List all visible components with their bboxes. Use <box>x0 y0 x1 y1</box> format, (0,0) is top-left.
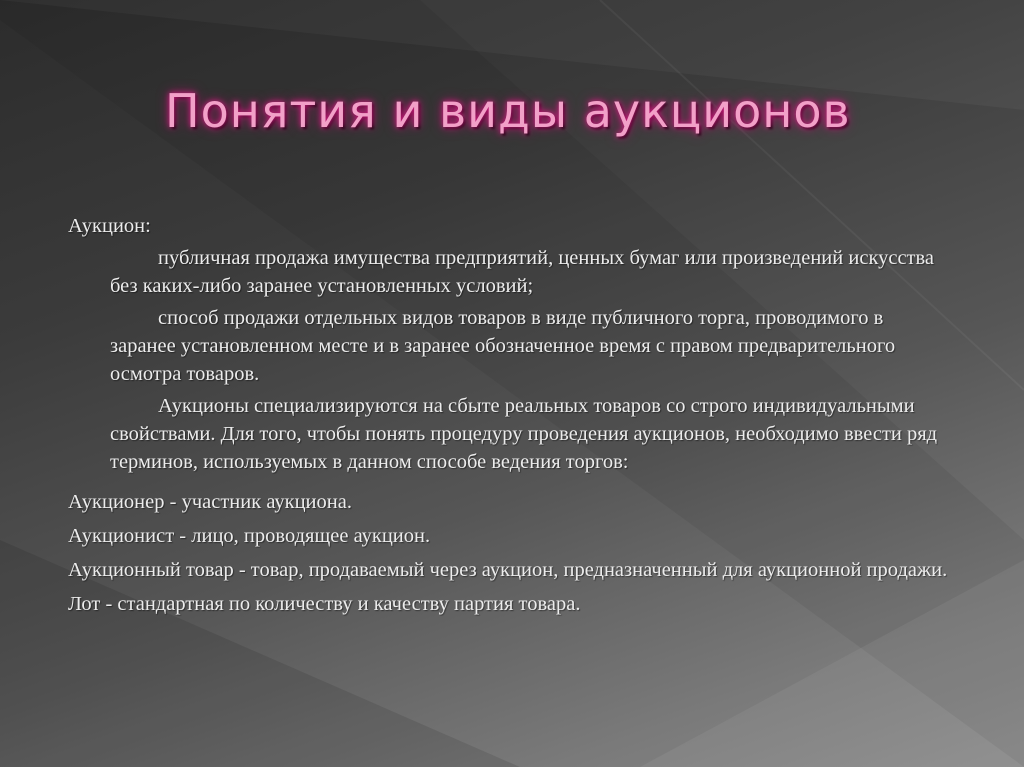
slide-body <box>68 212 948 618</box>
term-auctioneer: Аукционер - участник аукциона. <box>68 491 352 513</box>
definition-1: публичная продажа имущества предприятий, ценных бумаг или произведений искусства без каких-либо заранее установленных условий; <box>110 247 935 297</box>
definition-2: способ продажи отдельных видов товаров в виде публичного торга, проводимого в заранее установленном месте и в заранее обозначенное время с правом предварительного осмотра товаров. <box>110 307 896 385</box>
term-lot: Лот - стандартная по количеству и качеству партия товара. <box>68 593 581 615</box>
term-auctionist: Аукционист - лицо, проводящее аукцион. <box>68 525 431 547</box>
term-heading-auction: Аукцион: <box>68 215 151 237</box>
term-auction-goods: Аукционный товар - товар, продаваемый через аукцион, предназначенный для аукционной продажи. <box>68 559 948 581</box>
definition-3: Аукционы специализируются на сбыте реальных товаров со строго индивидуальными свойствами. Для того, чтобы понять процедуру проведения аукционов, необходимо ввести ряд терминов, используемых в данном способе ведения торгов: <box>110 395 938 473</box>
slide-title: Понятия и виды аукционов <box>165 84 851 138</box>
